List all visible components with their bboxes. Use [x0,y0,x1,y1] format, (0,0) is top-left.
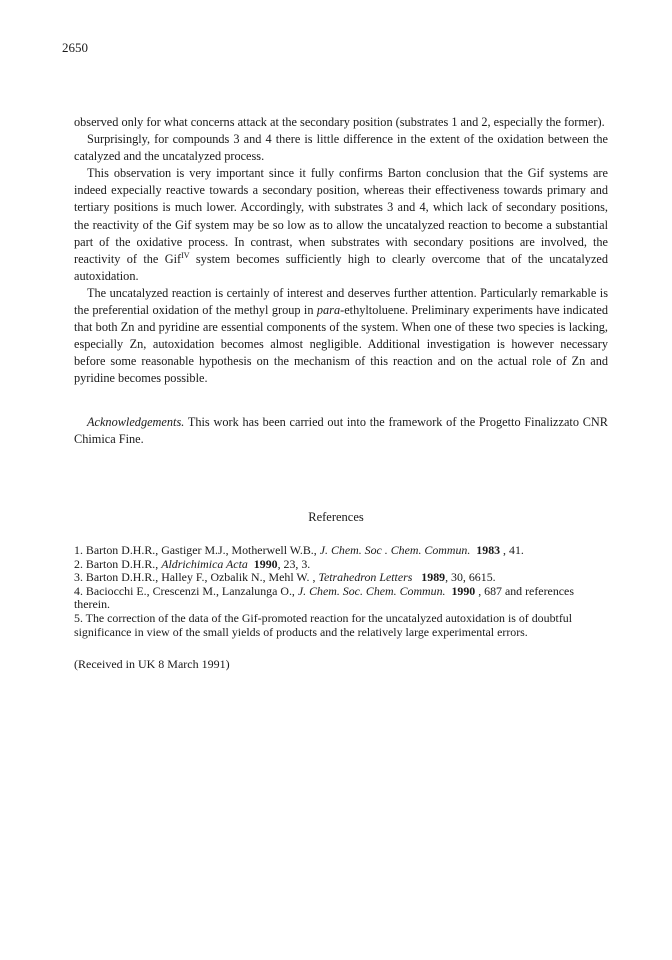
acknowledgements [74,414,608,448]
reference-year: 1990 [253,556,278,571]
reference-year: 1989 [421,570,446,585]
paragraph-4 [74,285,608,388]
reference-authors: 2. Barton D.H.R., [74,556,162,571]
reference-item [74,612,608,639]
references-list [74,544,608,639]
paragraph-2: Surprisingly, for compounds 3 and 4 there is little difference in the extent of the oxidation between the catalyzed and the uncatalyzed process. [74,132,608,164]
reference-item [74,558,608,572]
reference-authors: 1. Barton D.H.R., Gastiger M.J., Motherwell W.B., [74,543,320,557]
received-date: (Received in UK 8 March 1991) [74,657,230,671]
paragraph-4-italic: para [316,303,341,318]
reference-details: , 41. [500,543,524,557]
paragraph-4-text-b: -ethyltoluene. Preliminary experiments have indicated that both Zn and pyridine are essential components of the system. When one of these two species is lacking, especially Zn, autoxidation becomes almost negligible. Additional investigation is however necessary before some reasonable hypothesis on the mechanism of this reaction and on the actual role of Zn and pyridine becomes possible. [74,303,609,386]
body-text [74,114,608,388]
paragraph-3-text-a: This observation is very important since it fully confirms Barton conclusion that the Gif systems are indeed expecially reactive towards a secondary position, whereas their effectiveness towards primary and tertiary positions is much lower. Accordingly, with substrates 3 and 4, which lack of secondary positions, the reactivity of the Gif system may be so low as to allow the uncatalyzed reaction to become a substantial part of the oxidative process. In contrast, when substrates with secondary positions are involved, the reactivity of the Gif [74,166,608,266]
acknowledgements-text: This work has been carried out into the framework of the Progetto Finalizzato CNR Chimica Fine. [74,415,608,447]
page-number: 2650 [62,40,88,55]
reference-item [74,544,608,558]
reference-authors: 3. Barton D.H.R., Halley F., Ozbalik N., Mehl W. , [74,570,319,585]
reference-item [74,585,608,612]
reference-item [74,571,608,585]
references-heading: References [308,510,364,524]
reference-journal: Aldrichimica Acta [161,556,248,571]
reference-details: , 30, 6615. [445,570,496,585]
reference-details: , 687 and references therein. [74,583,574,612]
acknowledgements-label: Acknowledgements. [87,415,185,429]
gif-oxidation-state: IV [181,250,190,260]
reference-journal: Tetrahedron Letters [318,570,413,585]
reference-journal: J. Chem. Soc . Chem. Commun. [319,543,471,557]
reference-year: 1990 [451,583,476,598]
paragraph-3 [74,165,608,285]
paragraph-1: observed only for what concerns attack at the secondary position (substrates 1 and 2, especially the former). [74,115,605,129]
reference-authors: 4. Baciocchi E., Crescenzi M., Lanzalunga O., [74,583,298,598]
reference-note: 5. The correction of the data of the Gif-promoted reaction for the uncatalyzed autoxidation is of doubtful significance in view of the small yields of products and the relatively large experimental errors. [74,610,573,639]
reference-journal: J. Chem. Soc. Chem. Commun. [297,583,446,598]
paragraph-4-text-a: The uncatalyzed reaction is certainly of interest and deserves further attention. Particularly remarkable is the preferential oxidation of the methyl group in [74,285,608,318]
paragraph-3-text-b: system becomes sufficiently high to clearly overcome that of the uncatalyzed autoxidation. [74,251,609,283]
reference-year: 1983 [476,543,501,557]
reference-details: , 23, 3. [277,556,311,571]
